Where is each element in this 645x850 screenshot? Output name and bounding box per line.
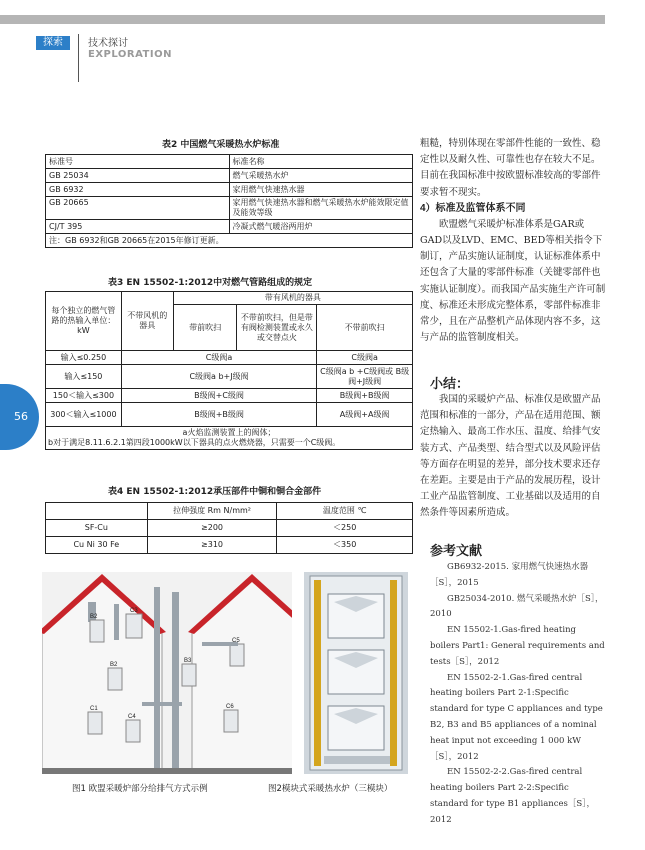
table3-cell: B级阀+B级阀 bbox=[121, 403, 316, 427]
building-diagram bbox=[42, 572, 292, 774]
table2-cell: GB 25034 bbox=[46, 169, 230, 183]
table3-cell: C级阀a bbox=[121, 351, 316, 365]
table2-head-cell: 标准名称 bbox=[229, 155, 412, 169]
summary-heading: 小结： bbox=[430, 376, 470, 391]
right-column-top bbox=[420, 136, 606, 346]
table3-head-pre: 带前吹扫 bbox=[173, 305, 237, 351]
table-row bbox=[46, 351, 413, 365]
table2-cell: CJ/T 395 bbox=[46, 220, 230, 234]
modular-boiler-diagram bbox=[304, 572, 408, 774]
table2 bbox=[45, 154, 413, 248]
table3-cell: C级阀a b+J级阀 bbox=[121, 365, 316, 389]
table3-note bbox=[46, 427, 413, 450]
table-row bbox=[46, 365, 413, 389]
summary-body bbox=[420, 392, 606, 522]
body-paragraph: 我国的采暖炉产品、标准仅是欧盟产品范围和标准的一部分，产品在适用范围、额定热输入、最高工作水压、温度、给排气安装方式、产品类型、结合型式以及风险评估等方面存在明显的差异，部分技术要求还存在差距。主要是由于产品的发展历程，设计工业产品监管制度、工业基础以及适用的自然条件等因素所造成。 bbox=[420, 394, 601, 519]
table4-cell: ≥310 bbox=[147, 537, 277, 554]
references-heading: 参考文献 bbox=[430, 543, 483, 558]
body-paragraph: 粗糙，特别体现在零部件性能的一致性、稳定性以及耐久性、可靠性也存在较大不足。目前在我国标准中按欧盟标准较高的零部件要求暂不现实。 bbox=[420, 138, 601, 198]
fig1-label: B3 bbox=[184, 658, 192, 664]
table3 bbox=[45, 291, 413, 450]
fig1-label: C4 bbox=[128, 714, 136, 720]
table-row bbox=[46, 389, 413, 403]
table-row bbox=[46, 169, 413, 183]
subheading: 4）标准及监管体系不同 bbox=[420, 202, 526, 214]
table3-head-nofan: 不带风机的器具 bbox=[121, 292, 173, 351]
table-row bbox=[46, 403, 413, 427]
table2-cell: GB 6932 bbox=[46, 183, 230, 197]
header-divider bbox=[78, 34, 79, 82]
table4-title: 表4 EN 15502-1:2012承压部件中铜和铜合金部件 bbox=[108, 487, 322, 497]
table4-head-cell: 温度范围 ℃ bbox=[277, 503, 413, 520]
table3-cell: C级阀a bbox=[317, 351, 413, 365]
fig1-label: B2 bbox=[90, 614, 98, 620]
reference-item: EN 15502-2-2.Gas-fired central heating boilers Part 2-2:Specific standard for type B1 appliances［S］，2012 bbox=[430, 767, 595, 825]
reference-item: EN 15502-2-1.Gas-fired central heating boilers Part 2-1:Specific standard for type C appliances and type B2, B3 and B5 appliances of a nominal heat input not exceeding 1 000 kW［S］，2012 bbox=[430, 672, 603, 762]
table-row bbox=[46, 197, 413, 220]
table3-cell: 150＜输入≤300 bbox=[46, 389, 122, 403]
fig1-label: C5 bbox=[232, 638, 240, 644]
table4 bbox=[45, 502, 413, 554]
table3-head-input: 每个独立的燃气管路的热输入单位：kW bbox=[46, 292, 122, 351]
table4-cell: Cu Ni 30 Fe bbox=[46, 537, 148, 554]
table2-title: 表2 中国燃气采暖热水炉标准 bbox=[162, 140, 280, 150]
reference-item: GB25034-2010. 燃气采暖热水炉［S］，2010 bbox=[430, 593, 604, 620]
section-tag: 探索 bbox=[36, 36, 70, 50]
fig1-label: C6 bbox=[226, 704, 234, 710]
table3-note-b: b对于满足8.11.6.2.1第四段1000kW以下器具的点火燃烧器，只需要一个C级阀。 bbox=[48, 438, 341, 447]
references-list bbox=[430, 560, 606, 829]
figure1-caption: 图1 欧盟采暖炉部分给排气方式示例 bbox=[72, 784, 208, 794]
top-bar bbox=[0, 15, 605, 24]
table3-cell: 输入≤150 bbox=[46, 365, 122, 389]
table-row bbox=[46, 537, 413, 554]
table-row bbox=[46, 183, 413, 197]
body-paragraph: 欧盟燃气采暖炉标准体系是GAR或GAD以及LVD、EMC、BED等相关指令下制订，产品实施认证制度，认证标准体系中还包含了大量的零部件标准（关键零部件也实施认证制度）。而我国产品实施生产许可制度、标准还未形成完整体系，零部件标准非常少，且在产品整机产品体现内容不多，这与产品的监管制度相关。 bbox=[420, 218, 606, 344]
fig1-label: B2 bbox=[110, 662, 118, 668]
category-label: 技术探讨 bbox=[88, 38, 128, 49]
table3-note-a: a火焰监测装置上的阀体； bbox=[182, 428, 276, 437]
table4-head-cell bbox=[46, 503, 148, 520]
table2-cell: GB 20665 bbox=[46, 197, 230, 220]
table3-head-fan: 带有风机的器具 bbox=[173, 292, 412, 305]
table2-head-cell: 标准号 bbox=[46, 155, 230, 169]
table4-cell: SF-Cu bbox=[46, 520, 148, 537]
table3-cell: B级阀+B级阀 bbox=[317, 389, 413, 403]
table4-cell: ＜250 bbox=[277, 520, 413, 537]
table3-cell: 300＜输入≤1000 bbox=[46, 403, 122, 427]
table3-cell: C级阀a b +C级阀或 B级阀+J级阀 bbox=[317, 365, 413, 389]
table2-note: 注：GB 6932和GB 20665在2015年修订更新。 bbox=[46, 234, 413, 248]
reference-item: GB6932-2015. 家用燃气快速热水器［S］，2015 bbox=[430, 562, 589, 588]
table2-cell: 冷凝式燃气暖浴两用炉 bbox=[229, 220, 412, 234]
table-row bbox=[46, 520, 413, 537]
table4-head-cell: 拉伸强度 Rm N/mm² bbox=[147, 503, 277, 520]
figure1-illustration bbox=[42, 572, 292, 774]
table3-cell: 输入≤0.250 bbox=[46, 351, 122, 365]
table2-cell: 燃气采暖热水炉 bbox=[229, 169, 412, 183]
figure2-caption: 图2模块式采暖热水炉（三模块） bbox=[268, 784, 393, 794]
table2-cell: 家用燃气快速热水器 bbox=[229, 183, 412, 197]
table3-head-nopre: 不带前吹扫 bbox=[317, 305, 413, 351]
table3-title: 表3 EN 15502-1:2012中对燃气管路组成的规定 bbox=[108, 278, 313, 288]
fig1-label: C1 bbox=[90, 706, 98, 712]
fig1-label: C3 bbox=[130, 608, 138, 614]
table-row bbox=[46, 220, 413, 234]
page-number-badge bbox=[0, 384, 39, 450]
table3-head-pre-check: 不带前吹扫，但是带有阀检测装置或永久或交替点火 bbox=[237, 305, 317, 351]
reference-item: EN 15502-1.Gas-fired heating boilers Part1: General requirements and tests［S］，2012 bbox=[430, 625, 605, 667]
page-number: 56 bbox=[14, 410, 28, 423]
table3-cell: B级阀+C级阀 bbox=[121, 389, 316, 403]
table4-cell: ＜350 bbox=[277, 537, 413, 554]
category-label-en: EXPLORATION bbox=[88, 49, 172, 60]
table3-cell: A级阀+A级阀 bbox=[317, 403, 413, 427]
table4-cell: ≥200 bbox=[147, 520, 277, 537]
table2-cell: 家用燃气快速热水器和燃气采暖热水炉能效限定值及能效等级 bbox=[229, 197, 412, 220]
figure2-illustration bbox=[304, 572, 408, 774]
